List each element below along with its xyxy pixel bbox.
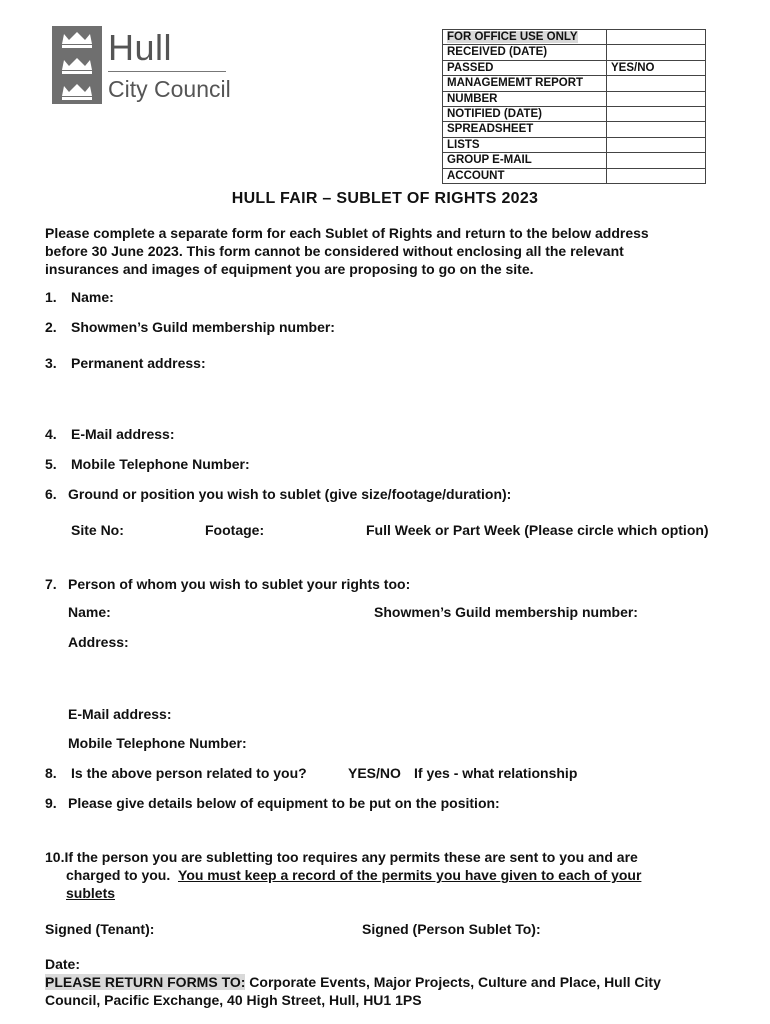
office-row-value: [607, 91, 706, 106]
office-row: [443, 137, 706, 152]
office-row-value: [607, 45, 706, 60]
logo-hull-text: Hull: [108, 27, 173, 68]
office-row: [443, 122, 706, 137]
office-row-label: NOTIFIED (DATE): [443, 107, 607, 122]
office-header-row: [443, 30, 706, 45]
office-row: [443, 168, 706, 183]
logo-divider: [108, 71, 226, 72]
site-no-label: Site No:: [71, 522, 124, 538]
office-row: [443, 60, 706, 75]
question-3: [45, 354, 206, 372]
office-header-cell: [443, 30, 607, 45]
sublet-email-label: E-Mail address:: [68, 706, 172, 722]
sublet-guild-label: Showmen’s Guild membership number:: [374, 604, 638, 620]
office-row-value: [607, 137, 706, 152]
office-row-value: [607, 107, 706, 122]
signed-tenant-label: Signed (Tenant):: [45, 921, 155, 937]
return-label: PLEASE RETURN FORMS TO:: [45, 974, 246, 990]
related-yes-no: YES/NO: [348, 765, 401, 781]
question-number: 1.: [45, 289, 57, 305]
question-9: [45, 794, 500, 812]
question-text: Showmen’s Guild membership number:: [71, 319, 335, 335]
footage-label: Footage:: [205, 522, 265, 538]
office-row-value: [607, 153, 706, 168]
question-text: Ground or position you wish to sublet (give size/footage/duration):: [68, 486, 512, 502]
office-row-label: SPREADSHEET: [443, 122, 607, 137]
office-use-table: [442, 29, 706, 184]
return-line-2: Council, Pacific Exchange, 40 High Street, Hull, HU1 1PS: [45, 992, 422, 1008]
office-header: FOR OFFICE USE ONLY: [447, 31, 578, 43]
intro-line-2: before 30 June 2023. This form cannot be considered without enclosing all the relevant: [45, 243, 624, 259]
office-row-value: [607, 168, 706, 183]
question-10-line-1: 10.If the person you are subletting too requires any permits these are sent to you and are: [45, 849, 638, 865]
question-text: Please give details below of equipment to be put on the position:: [68, 795, 500, 811]
sublet-name-label: Name:: [68, 604, 111, 620]
office-row-value: [607, 122, 706, 137]
question-number: 4.: [45, 426, 57, 442]
question-2: [45, 318, 335, 336]
office-row-label: RECEIVED (DATE): [443, 45, 607, 60]
question-number: 9.: [45, 795, 57, 811]
office-row: [443, 91, 706, 106]
office-row-value: [607, 76, 706, 91]
crown-shield-icon: [52, 26, 102, 104]
return-address-1: Corporate Events, Major Projects, Culture and Place, Hull City: [245, 974, 661, 990]
office-row: [443, 153, 706, 168]
question-1: [45, 288, 114, 306]
office-row-label: NUMBER: [443, 91, 607, 106]
relationship-label: If yes - what relationship: [414, 765, 578, 781]
intro-line-3: insurances and images of equipment you are proposing to go on the site.: [45, 261, 534, 277]
office-row-label: MANAGEMEMT REPORT: [443, 76, 607, 91]
question-10-line-3: sublets: [66, 885, 116, 901]
question-10-line-2: [66, 866, 641, 884]
question-text: E-Mail address:: [71, 426, 175, 442]
sublet-mobile-label: Mobile Telephone Number:: [68, 735, 247, 751]
signed-sublet-label: Signed (Person Sublet To):: [362, 921, 541, 937]
office-row: [443, 76, 706, 91]
question-text: Permanent address:: [71, 355, 206, 371]
office-header-value: [607, 30, 706, 45]
question-number: 8.: [45, 765, 57, 781]
sublet-address-label: Address:: [68, 634, 129, 650]
office-row-label: ACCOUNT: [443, 168, 607, 183]
office-row: [443, 45, 706, 60]
question-7: [45, 575, 410, 593]
return-line-1: [45, 973, 661, 991]
question-number: 3.: [45, 355, 57, 371]
permit-record-notice: You must keep a record of the permits you have given to each of your: [178, 867, 642, 883]
office-row: [443, 107, 706, 122]
question-6: [45, 485, 511, 503]
question-4: [45, 425, 174, 443]
question-5: [45, 455, 250, 473]
question-number: 6.: [45, 486, 57, 502]
question-text: Person of whom you wish to sublet your rights too:: [68, 576, 411, 592]
intro-line-1: Please complete a separate form for each Sublet of Rights and return to the below address: [45, 225, 649, 241]
question-10-text: charged to you.: [66, 867, 171, 883]
week-option-label: Full Week or Part Week (Please circle which option): [366, 522, 709, 538]
logo-city-council-text: City Council: [108, 76, 231, 102]
question-number: 5.: [45, 456, 57, 472]
office-row-value: YES/NO: [607, 60, 706, 75]
question-text: Mobile Telephone Number:: [71, 456, 250, 472]
office-row-label: GROUP E-MAIL: [443, 153, 607, 168]
page-title: HULL FAIR – SUBLET OF RIGHTS 2023: [231, 190, 539, 207]
question-text: Name:: [71, 289, 114, 305]
question-text: Is the above person related to you?: [71, 765, 307, 781]
hull-city-council-logo: [52, 26, 232, 106]
question-number: 7.: [45, 576, 57, 592]
question-number: 2.: [45, 319, 57, 335]
office-row-label: PASSED: [443, 60, 607, 75]
date-label: Date:: [45, 956, 81, 972]
office-row-label: LISTS: [443, 137, 607, 152]
question-8: [45, 764, 307, 782]
